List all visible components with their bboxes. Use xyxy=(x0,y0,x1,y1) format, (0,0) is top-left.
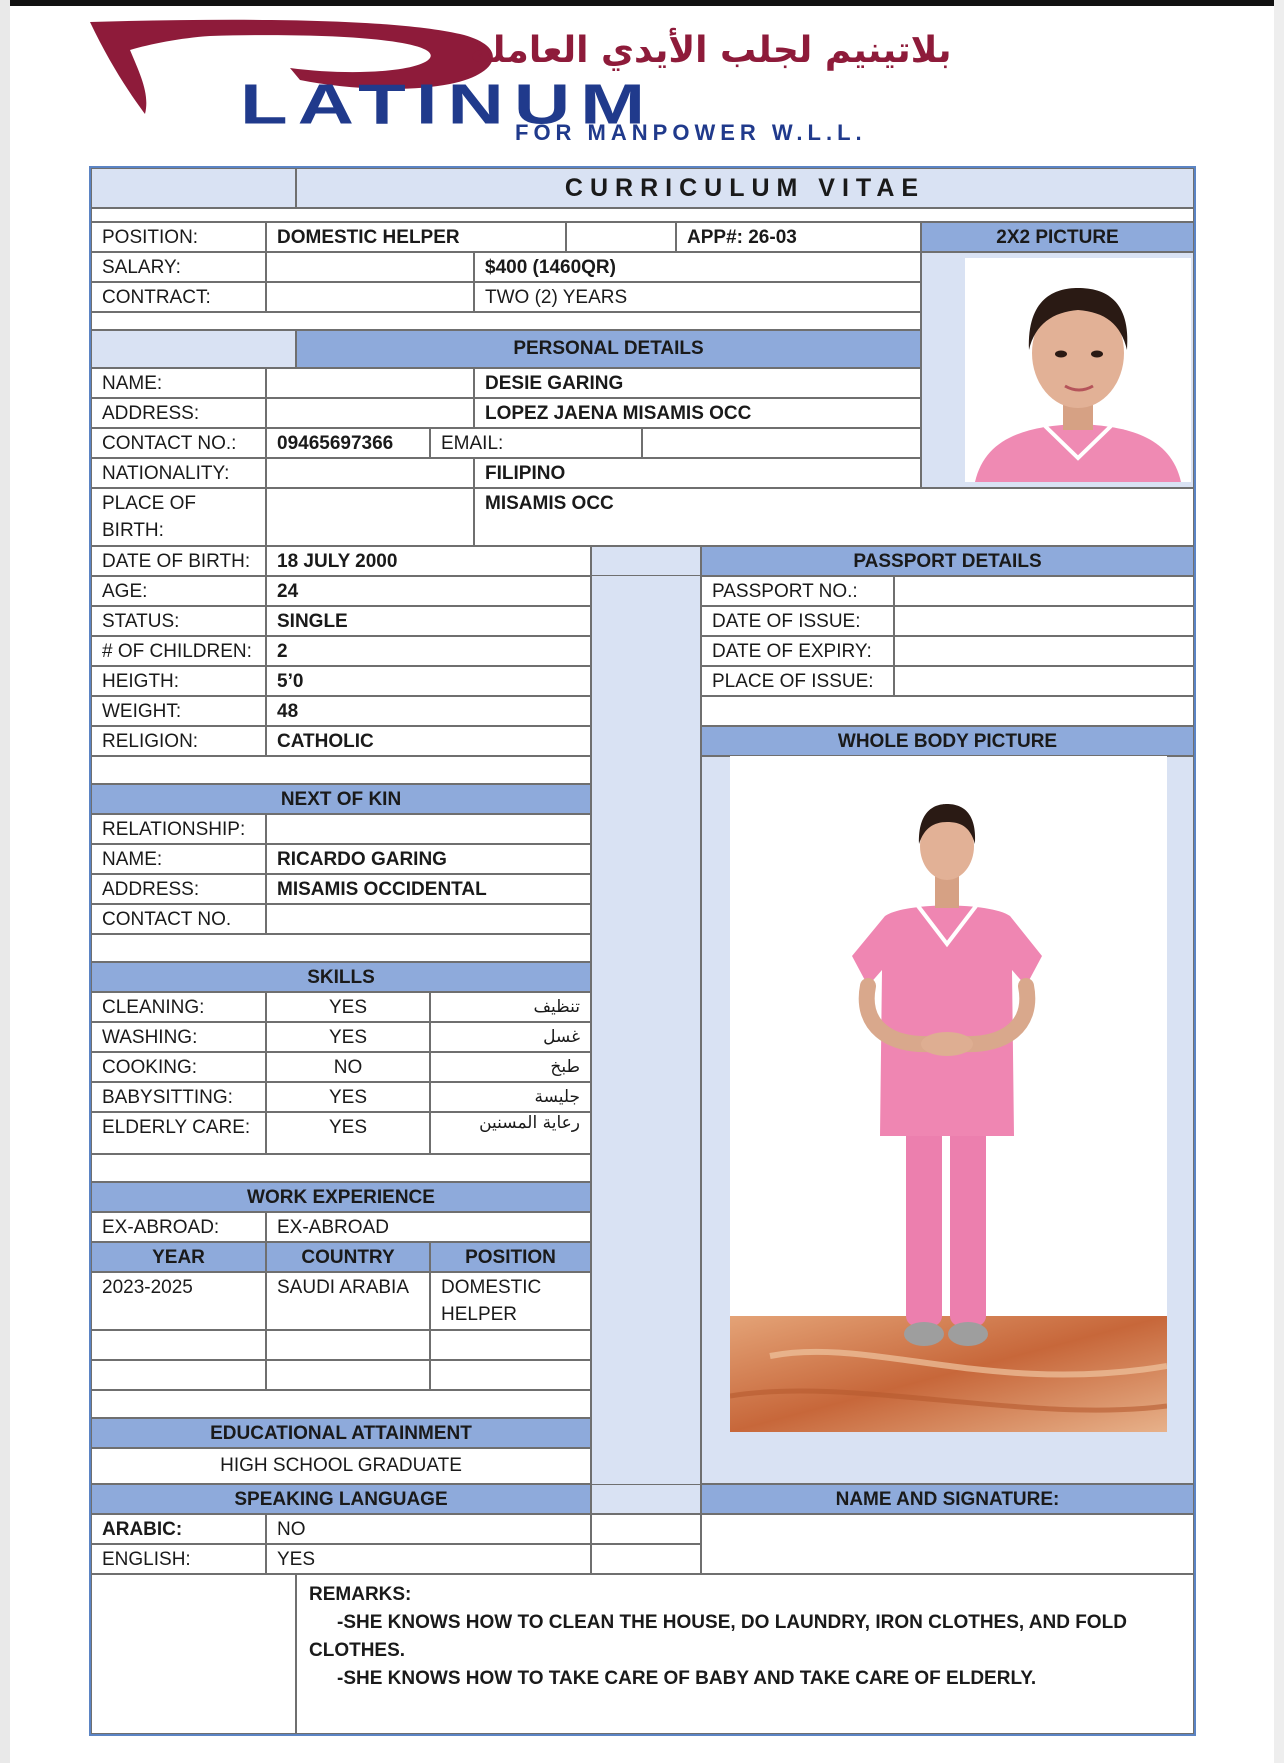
work-year: 2023-2025 xyxy=(91,1272,266,1330)
company-logo xyxy=(90,14,1150,144)
age-label: AGE: xyxy=(91,576,266,606)
dob-value: 18 JULY 2000 xyxy=(266,546,591,576)
skill-label: COOKING: xyxy=(91,1052,266,1082)
blank-cell xyxy=(266,458,474,488)
skill-label: ELDERLY CARE: xyxy=(91,1112,266,1154)
spacer-row xyxy=(91,312,921,330)
middle-column xyxy=(591,546,701,1514)
title-left-cell xyxy=(91,168,296,208)
expiry-date-label: DATE OF EXPIRY: xyxy=(701,636,894,666)
contract-label: CONTRACT: xyxy=(91,282,266,312)
issue-date-label: DATE OF ISSUE: xyxy=(701,606,894,636)
relationship-label: RELATIONSHIP: xyxy=(91,814,266,844)
right-border xyxy=(1274,0,1284,1763)
work-experience-header: WORK EXPERIENCE xyxy=(91,1182,591,1212)
skill-arabic: رعاية المسنين xyxy=(430,1112,591,1154)
blank-cell xyxy=(266,282,474,312)
english-label: ENGLISH: xyxy=(91,1544,266,1574)
logo-wordmark: LATINUM xyxy=(240,72,656,136)
email-value xyxy=(642,428,921,458)
skill-value: YES xyxy=(266,1082,430,1112)
spacer-row xyxy=(91,1390,591,1418)
full-body-person-icon xyxy=(730,756,1167,1432)
work-empty-cell xyxy=(266,1360,430,1390)
education-value: HIGH SCHOOL GRADUATE xyxy=(91,1448,591,1484)
passport-no-label: PASSPORT NO.: xyxy=(701,576,894,606)
kin-name-value: RICARDO GARING xyxy=(266,844,591,874)
kin-address-label: ADDRESS: xyxy=(91,874,266,904)
remarks-line-1: -SHE KNOWS HOW TO CLEAN THE HOUSE, DO LAUNDRY, IRON CLOTHES, AND FOLD CLOTHES. xyxy=(309,1612,1127,1661)
passport-photo xyxy=(965,258,1191,482)
logo-arabic-text: بلاتينيم لجلب الأيدي العاملة xyxy=(470,30,952,71)
next-of-kin-header: NEXT OF KIN xyxy=(91,784,591,814)
whole-body-photo xyxy=(730,756,1167,1432)
signature-header: NAME AND SIGNATURE: xyxy=(701,1484,1194,1514)
blank-cell xyxy=(266,398,474,428)
english-value: YES xyxy=(266,1544,591,1574)
picture-header: 2X2 PICTURE xyxy=(921,222,1194,252)
person-portrait-icon xyxy=(965,258,1191,482)
address-value: LOPEZ JAENA MISAMIS OCC xyxy=(474,398,921,428)
age-value: 24 xyxy=(266,576,591,606)
top-border xyxy=(0,0,1284,6)
issue-place-value xyxy=(894,666,1194,696)
skill-arabic: طبخ xyxy=(430,1052,591,1082)
spacer-row xyxy=(91,1154,591,1182)
height-label: HEIGTH: xyxy=(91,666,266,696)
dob-label: DATE OF BIRTH: xyxy=(91,546,266,576)
ex-abroad-label: EX-ABROAD: xyxy=(91,1212,266,1242)
status-label: STATUS: xyxy=(91,606,266,636)
spacer-row xyxy=(91,208,1194,222)
work-empty-cell xyxy=(91,1360,266,1390)
religion-label: RELIGION: xyxy=(91,726,266,756)
middle-header-cell xyxy=(591,1484,701,1514)
issue-place-label: PLACE OF ISSUE: xyxy=(701,666,894,696)
skill-label: CLEANING: xyxy=(91,992,266,1022)
children-value: 2 xyxy=(266,636,591,666)
skill-label: BABYSITTING: xyxy=(91,1082,266,1112)
skill-arabic: غسل xyxy=(430,1022,591,1052)
relationship-value xyxy=(266,814,591,844)
left-border xyxy=(0,0,10,1763)
skill-arabic: تنظيف xyxy=(430,992,591,1022)
spacer-row xyxy=(91,756,591,784)
blank-cell xyxy=(266,252,474,282)
weight-value: 48 xyxy=(266,696,591,726)
pob-value: MISAMIS OCC xyxy=(474,488,1194,546)
contact-label: CONTACT NO.: xyxy=(91,428,266,458)
work-empty-cell xyxy=(430,1360,591,1390)
contract-value: TWO (2) YEARS xyxy=(474,282,921,312)
work-position: DOMESTIC HELPER xyxy=(430,1272,591,1330)
skills-header: SKILLS xyxy=(91,962,591,992)
work-empty-cell xyxy=(266,1330,430,1360)
skill-value: YES xyxy=(266,1022,430,1052)
remarks-box xyxy=(296,1574,1194,1734)
nationality-label: NATIONALITY: xyxy=(91,458,266,488)
personal-left-cell xyxy=(91,330,296,368)
skill-value: YES xyxy=(266,992,430,1022)
position-value: DOMESTIC HELPER xyxy=(266,222,566,252)
salary-value: $400 (1460QR) xyxy=(474,252,921,282)
skill-label: WASHING: xyxy=(91,1022,266,1052)
blank-cell xyxy=(266,488,474,546)
skill-value: NO xyxy=(266,1052,430,1082)
email-label: EMAIL: xyxy=(430,428,642,458)
whole-body-header: WHOLE BODY PICTURE xyxy=(701,726,1194,756)
personal-details-header: PERSONAL DETAILS xyxy=(296,330,921,368)
children-label: # OF CHILDREN: xyxy=(91,636,266,666)
passport-header: PASSPORT DETAILS xyxy=(701,546,1194,576)
position-label: POSITION: xyxy=(91,222,266,252)
page-title: CURRICULUM VITAE xyxy=(296,168,1194,208)
education-header: EDUCATIONAL ATTAINMENT xyxy=(91,1418,591,1448)
signature-area xyxy=(701,1514,1194,1574)
expiry-date-value xyxy=(894,636,1194,666)
kin-contact-value xyxy=(266,904,591,934)
name-label: NAME: xyxy=(91,368,266,398)
col-country-header: COUNTRY xyxy=(266,1242,430,1272)
ex-abroad-value: EX-ABROAD xyxy=(266,1212,591,1242)
skill-arabic: جليسة xyxy=(430,1082,591,1112)
blank-cell xyxy=(591,1544,701,1574)
religion-value: CATHOLIC xyxy=(266,726,591,756)
blank-cell xyxy=(566,222,676,252)
app-number: APP#: 26-03 xyxy=(676,222,921,252)
nationality-value: FILIPINO xyxy=(474,458,921,488)
spacer-row xyxy=(91,934,591,962)
passport-no-value xyxy=(894,576,1194,606)
arabic-label: ARABIC: xyxy=(91,1514,266,1544)
language-header: SPEAKING LANGUAGE xyxy=(91,1484,591,1514)
pob-label-line2: BIRTH: xyxy=(102,520,164,541)
kin-address-value: MISAMIS OCCIDENTAL xyxy=(266,874,591,904)
remarks-left-cell xyxy=(91,1574,296,1734)
name-value: DESIE GARING xyxy=(474,368,921,398)
remarks-line-2: -SHE KNOWS HOW TO TAKE CARE OF BABY AND TAKE CARE OF ELDERLY. xyxy=(337,1668,1037,1689)
work-empty-cell xyxy=(430,1330,591,1360)
work-country: SAUDI ARABIA xyxy=(266,1272,430,1330)
col-position-header: POSITION xyxy=(430,1242,591,1272)
spacer-row xyxy=(701,696,1194,726)
weight-label: WEIGHT: xyxy=(91,696,266,726)
contact-value: 09465697366 xyxy=(266,428,430,458)
kin-name-label: NAME: xyxy=(91,844,266,874)
remarks-title: REMARKS: xyxy=(309,1584,412,1605)
skill-value: YES xyxy=(266,1112,430,1154)
kin-contact-label: CONTACT NO. xyxy=(91,904,266,934)
issue-date-value xyxy=(894,606,1194,636)
blank-cell xyxy=(591,1514,701,1544)
pob-label-line1: PLACE OF xyxy=(102,493,196,514)
arabic-value: NO xyxy=(266,1514,591,1544)
status-value: SINGLE xyxy=(266,606,591,636)
blank-cell xyxy=(266,368,474,398)
work-empty-cell xyxy=(91,1330,266,1360)
pob-label xyxy=(91,488,266,546)
address-label: ADDRESS: xyxy=(91,398,266,428)
salary-label: SALARY: xyxy=(91,252,266,282)
col-year-header: YEAR xyxy=(91,1242,266,1272)
logo-subtitle: FOR MANPOWER W.L.L. xyxy=(515,120,867,145)
height-value: 5’0 xyxy=(266,666,591,696)
middle-header-cell xyxy=(591,546,701,576)
